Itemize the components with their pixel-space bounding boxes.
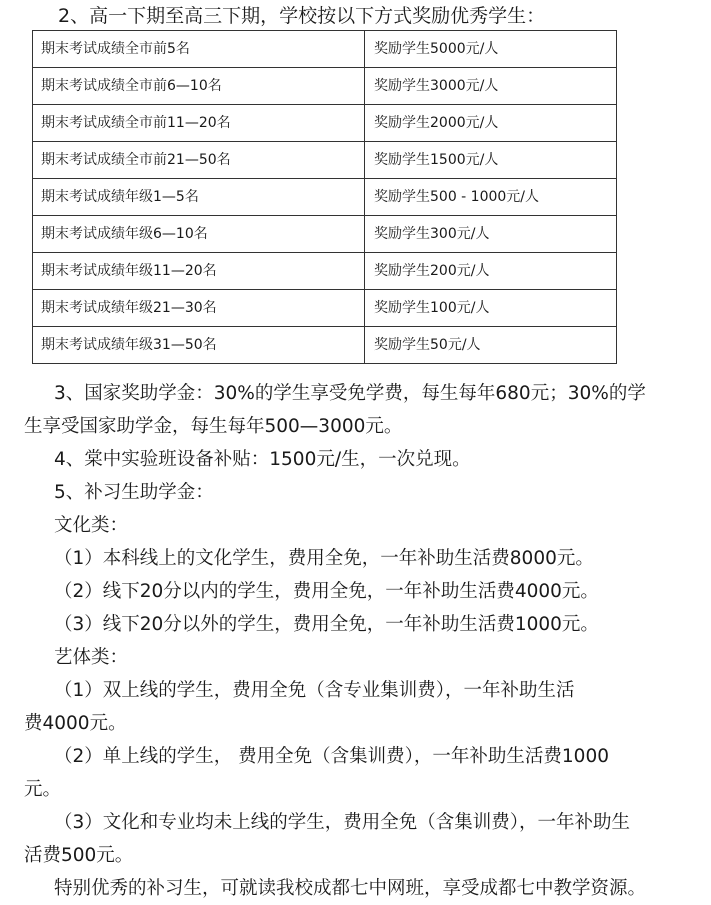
paragraph-national-aid-line2: 生享受国家助学金，每生每年500—3000元。 bbox=[24, 416, 403, 437]
closing-paragraph: 特别优秀的补习生，可就读我校成都七中网班，享受成都七中教学资源。 bbox=[54, 878, 647, 899]
table-row bbox=[33, 253, 617, 290]
award-condition-cell: 期末考试成绩年级11—20名 bbox=[33, 253, 365, 290]
award-reward-cell: 奖励学生5000元/人 bbox=[365, 31, 617, 68]
award-condition-cell: 期末考试成绩年级31—50名 bbox=[33, 327, 365, 364]
culture-category-title: 文化类： bbox=[54, 515, 129, 536]
award-reward-cell: 奖励学生3000元/人 bbox=[365, 68, 617, 105]
table-row bbox=[33, 216, 617, 253]
award-reward-cell: 奖励学生200元/人 bbox=[365, 253, 617, 290]
table-row bbox=[33, 68, 617, 105]
art-item-2-line1: （2）单上线的学生， 费用全免（含集训费），一年补助生活费1000 bbox=[54, 746, 609, 767]
award-condition-cell: 期末考试成绩全市前6—10名 bbox=[33, 68, 365, 105]
art-item-1-line2: 费4000元。 bbox=[24, 713, 127, 734]
award-condition-cell: 期末考试成绩年级21—30名 bbox=[33, 290, 365, 327]
paragraph-equipment-subsidy: 4、棠中实验班设备补贴：1500元/生，一次兑现。 bbox=[54, 449, 471, 470]
award-reward-cell: 奖励学生50元/人 bbox=[365, 327, 617, 364]
art-item-3-line1: （3）文化和专业均未上线的学生，费用全免（含集训费），一年补助生 bbox=[54, 812, 631, 833]
table-row bbox=[33, 179, 617, 216]
section-heading: 2、高一下期至高三下期，学校按以下方式奖励优秀学生： bbox=[58, 5, 546, 27]
award-reward-cell: 奖励学生1500元/人 bbox=[365, 142, 617, 179]
culture-item-2: （2）线下20分以内的学生，费用全免，一年补助生活费4000元。 bbox=[54, 581, 599, 602]
award-table bbox=[32, 30, 617, 364]
art-item-1-line1: （1）双上线的学生，费用全免（含专业集训费），一年补助生活 bbox=[54, 680, 575, 701]
award-reward-cell: 奖励学生100元/人 bbox=[365, 290, 617, 327]
award-table-body bbox=[33, 31, 617, 364]
award-condition-cell: 期末考试成绩年级1—5名 bbox=[33, 179, 365, 216]
table-row bbox=[33, 31, 617, 68]
table-row bbox=[33, 142, 617, 179]
culture-item-3: （3）线下20分以外的学生，费用全免，一年补助生活费1000元。 bbox=[54, 614, 599, 635]
award-condition-cell: 期末考试成绩年级6—10名 bbox=[33, 216, 365, 253]
award-reward-cell: 奖励学生300元/人 bbox=[365, 216, 617, 253]
art-item-3-line2: 活费500元。 bbox=[24, 845, 134, 866]
award-reward-cell: 奖励学生2000元/人 bbox=[365, 105, 617, 142]
award-reward-cell: 奖励学生500 - 1000元/人 bbox=[365, 179, 617, 216]
culture-item-1: （1）本科线上的文化学生，费用全免，一年补助生活费8000元。 bbox=[54, 548, 594, 569]
award-condition-cell: 期末考试成绩全市前21—50名 bbox=[33, 142, 365, 179]
paragraph-repeat-student-aid: 5、补习生助学金： bbox=[54, 482, 214, 503]
art-category-title: 艺体类： bbox=[54, 647, 129, 668]
award-condition-cell: 期末考试成绩全市前11—20名 bbox=[33, 105, 365, 142]
body-text bbox=[24, 377, 694, 905]
paragraph-national-aid-line1: 3、国家奖助学金：30%的学生享受免学费，每生每年680元；30%的学 bbox=[54, 383, 646, 404]
award-condition-cell: 期末考试成绩全市前5名 bbox=[33, 31, 365, 68]
table-row bbox=[33, 105, 617, 142]
table-row bbox=[33, 327, 617, 364]
table-row bbox=[33, 290, 617, 327]
art-item-2-line2: 元。 bbox=[24, 779, 62, 800]
